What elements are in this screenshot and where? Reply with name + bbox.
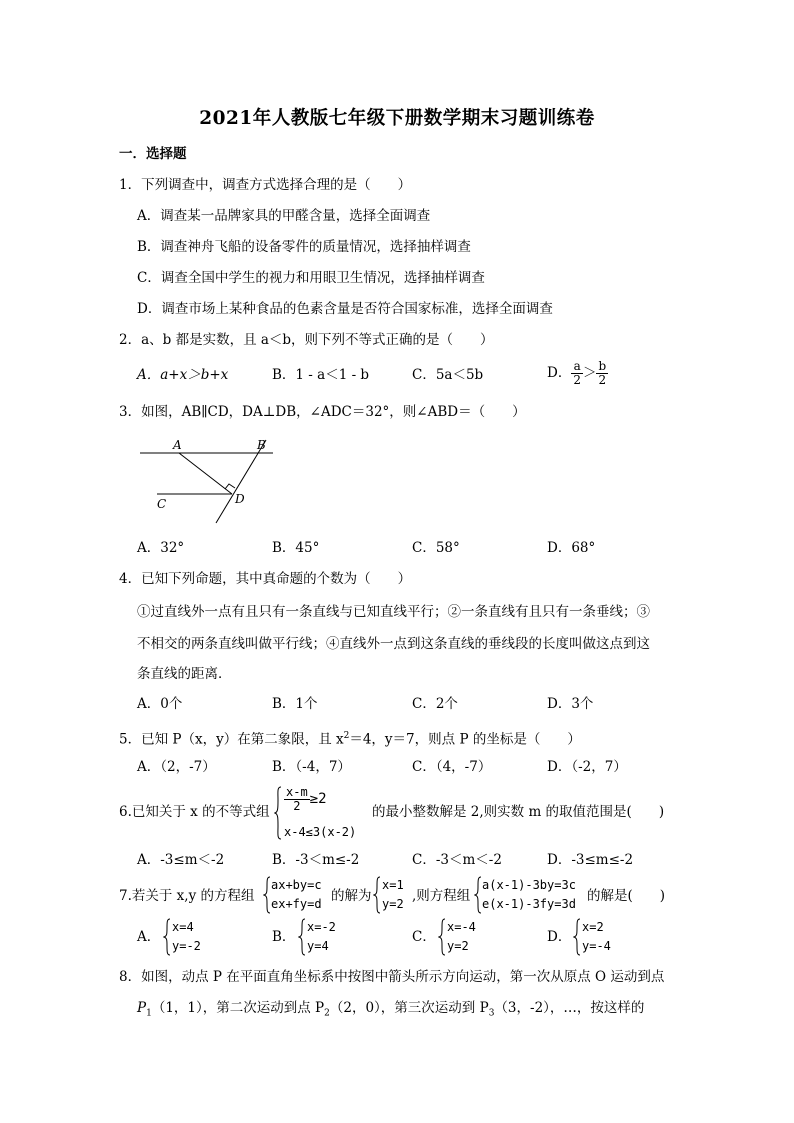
stem-part: 5．已知 P（x，y）在第二象限，且 x	[119, 731, 344, 748]
option-c-line-1: x=-4	[447, 920, 476, 934]
system-1-line-2: ex+fy=d	[271, 897, 322, 911]
system-3-line-1: a(x-1)-3by=3c	[482, 878, 576, 892]
text-part: （2，0），第三次运动到 P	[329, 1000, 489, 1016]
system-2-line-1: x=1	[382, 878, 404, 892]
page-title: 2021年人教版七年级下册数学期末习题训练卷	[199, 108, 595, 129]
fraction-a-over-2	[571, 360, 583, 387]
question-3-option-c: C．58°	[412, 540, 460, 556]
question-5-stem	[119, 726, 581, 750]
inequality-line-2: x-4≤3(x-2)	[284, 825, 357, 839]
question-5-option-c: C．（4，-7）	[412, 759, 492, 775]
question-8-line-2	[137, 998, 644, 1024]
question-7-option-b-label: B．	[272, 929, 296, 945]
denominator: 2	[573, 373, 581, 387]
question-2-option-d	[547, 359, 608, 387]
question-6-stem-end: 的最小整数解是 2,则实数 m 的取值范围是( )	[372, 804, 665, 820]
numerator: b	[598, 359, 607, 373]
left-brace-icon	[474, 876, 482, 914]
denominator: 2	[293, 799, 301, 813]
option-a-line-1: x=4	[172, 920, 194, 934]
parallel-lines-figure	[135, 432, 275, 527]
line-bd	[216, 440, 266, 523]
question-1-option-d: D．调查市场上某种食品的色素含量是否符合国家标准，选择全面调查	[137, 301, 553, 317]
question-6-option-b: B．-3＜m≤-2	[272, 852, 360, 868]
question-3-option-d: D．68°	[547, 540, 596, 556]
question-5-option-d: D．（-2，7）	[547, 759, 627, 775]
inequality-system	[284, 786, 327, 813]
text-part: P	[137, 1000, 147, 1016]
fraction-x-m-over-2	[284, 786, 310, 813]
question-3-stem: 3．如图，AB∥CD，DA⊥DB，∠ADC＝32°，则∠ABD＝（ ）	[119, 404, 526, 420]
left-brace-icon	[373, 876, 381, 914]
question-7-stem-start: 7.若关于 x,y 的方程组	[119, 888, 255, 904]
question-4-text-line-1: ①过直线外一点有且只有一条直线与已知直线平行；②一条直线有且只有一条垂线；③	[137, 604, 650, 620]
subscript: 2	[324, 1008, 330, 1019]
question-7-option-d-label: D．	[547, 929, 572, 945]
question-6-option-c: C．-3＜m＜-2	[412, 852, 502, 868]
question-2-option-a: A．a+x＞b+x	[137, 367, 229, 383]
label-a: A	[173, 438, 182, 452]
left-brace-icon	[274, 786, 282, 840]
question-2-option-c: C．5a＜5b	[412, 367, 484, 383]
question-6-option-a: A．-3≤m＜-2	[137, 852, 225, 868]
system-1-line-1: ax+by=c	[271, 878, 322, 892]
option-label: D．	[547, 365, 572, 381]
question-4-text-line-3: 条直线的距离．	[137, 666, 232, 682]
right-angle-mark	[225, 484, 235, 489]
question-7-option-a-label: A．	[137, 929, 161, 945]
option-d-line-1: x=2	[582, 920, 604, 934]
numerator: x-m	[286, 785, 308, 799]
question-4-option-a: A．0个	[137, 696, 183, 712]
left-brace-icon	[263, 876, 271, 914]
option-b-line-2: y=4	[307, 939, 329, 953]
fraction-b-over-2	[596, 360, 608, 387]
denominator: 2	[598, 373, 607, 387]
option-d-line-2: y=-4	[582, 939, 611, 953]
question-5-option-b: B．（-4，7）	[272, 759, 351, 775]
label-b: B	[257, 438, 266, 452]
question-7-stem-end: 的解是( )	[587, 888, 666, 904]
question-4-option-b: B．1个	[272, 696, 318, 712]
superscript: 2	[343, 731, 350, 741]
relation: ≥2	[309, 791, 327, 807]
question-1-stem: 1．下列调查中，调查方式选择合理的是（ ）	[119, 177, 412, 193]
text-part: （3，-2），…，按这样的	[494, 1000, 645, 1016]
question-3-option-b: B．45°	[272, 540, 320, 556]
question-1-option-c: C．调查全国中学生的视力和用眼卫生情况，选择抽样调查	[137, 270, 485, 286]
question-6-stem-start: 6.已知关于 x 的不等式组	[119, 804, 270, 820]
question-4-option-d: D．3个	[547, 696, 594, 712]
question-4-stem: 4．已知下列命题，其中真命题的个数为（ ）	[119, 571, 412, 587]
question-8-line-1: 8．如图，动点 P 在平面直角坐标系中按图中箭头所示方向运动，第一次从原点 O 运动到点	[119, 969, 665, 985]
option-b-line-1: x=-2	[307, 920, 336, 934]
question-4-option-c: C．2个	[412, 696, 458, 712]
text-part: （1，1），第二次运动到点 P	[151, 1000, 325, 1016]
question-7-stem-part-3: ,则方程组	[412, 888, 471, 904]
subscript: 3	[488, 1008, 495, 1019]
system-3-line-2: e(x-1)-3fy=3d	[482, 897, 576, 911]
question-7-option-c-label: C．	[412, 929, 436, 945]
left-brace-icon	[163, 918, 171, 956]
question-7-stem-part-2: 的解为	[331, 888, 372, 904]
section-heading: 一．选择题	[119, 146, 187, 162]
question-1-option-b: B．调查神舟飞船的设备零件的质量情况，选择抽样调查	[137, 239, 471, 255]
question-2-stem: 2．a、b 都是实数，且 a＜b，则下列不等式正确的是（ ）	[119, 332, 494, 348]
left-brace-icon	[298, 918, 306, 956]
question-6-option-d: D．-3≤m≤-2	[547, 852, 634, 868]
option-c-line-2: y=2	[447, 939, 469, 953]
relation-symbol: ＞	[582, 365, 597, 381]
label-d: D	[235, 492, 245, 506]
question-3-option-a: A．32°	[137, 540, 185, 556]
numerator: a	[571, 360, 583, 374]
stem-part: ＝4，y＝7，则点 P 的坐标是（ ）	[349, 731, 581, 748]
question-4-text-line-2: 不相交的两条直线叫做平行线；④直线外一点到这条直线的垂线段的长度叫做这点到这	[137, 636, 650, 652]
subscript: 1	[146, 1008, 152, 1019]
label-c: C	[157, 497, 167, 511]
left-brace-icon	[438, 918, 446, 956]
segment-ad	[179, 453, 232, 494]
system-2-line-2: y=2	[382, 897, 404, 911]
left-brace-icon	[573, 918, 581, 956]
question-5-option-a: A．（2，-7）	[137, 759, 216, 775]
question-1-option-a: A．调查某一品牌家具的甲醛含量，选择全面调查	[137, 208, 431, 224]
question-2-option-b: B．1 - a＜1 - b	[272, 367, 370, 383]
option-a-line-2: y=-2	[172, 939, 201, 953]
